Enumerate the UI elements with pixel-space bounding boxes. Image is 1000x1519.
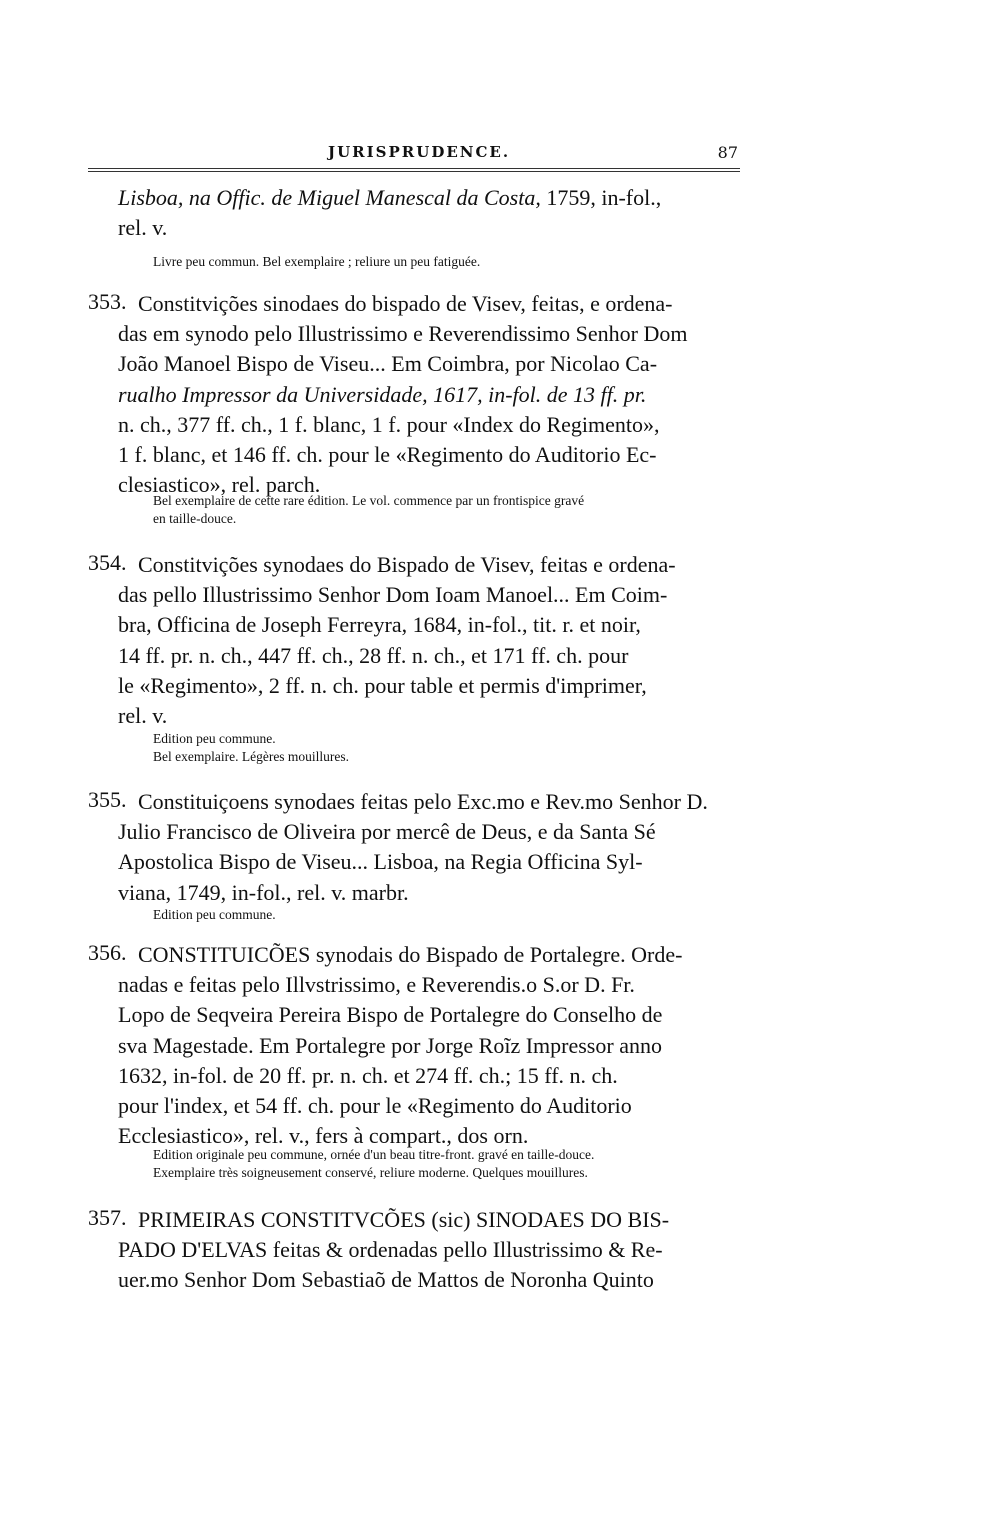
note-line: Edition originale peu commune, ornée d'un beau titre-front. gravé en taille-douce.: [153, 1147, 595, 1162]
continuation-text: [118, 183, 750, 244]
entry-line: rel. v.: [118, 703, 168, 729]
entry-number: 355.: [88, 787, 127, 812]
entry-line: Lopo de Seqveira Pereira Bispo de Portalegre do Conselho de: [118, 1002, 663, 1028]
entry-line: clesiastico», rel. parch.: [118, 472, 321, 498]
entry-line: Apostolica Bispo de Viseu... Lisboa, na Regia Officina Syl-: [118, 849, 643, 875]
note-line: en taille-douce.: [153, 511, 237, 526]
continuation-binding: rel. v.: [118, 215, 168, 241]
entry-line: CONSTITUICÕES synodais do Bispado de Portalegre. Orde-: [138, 942, 683, 967]
entry-353-text-cont: [118, 319, 750, 501]
entry-line: 14 ff. pr. n. ch., 447 ff. ch., 28 ff. n. ch., et 171 ff. ch. pour: [118, 642, 629, 668]
entry-357-text: [138, 1205, 750, 1235]
note-line: Edition peu commune.: [153, 907, 276, 922]
entry-357-text-cont: [118, 1235, 750, 1296]
entry-line: sva Magestade. Em Portalegre por Jorge Roĩz Impressor anno: [118, 1032, 662, 1058]
entry-354-text: [138, 550, 750, 580]
continuation-format: 1759, in-fol.,: [546, 185, 662, 210]
header-rule: [88, 168, 740, 172]
running-title: JURISPRUDENCE.: [328, 143, 511, 161]
entry-356-text-cont: [118, 970, 750, 1152]
entry-353-notes: [153, 492, 750, 528]
note-line: Edition peu commune.: [153, 731, 276, 746]
entry-line: João Manoel Bispo de Viseu... Em Coimbra, por Nicolao Ca-: [118, 351, 658, 377]
note-line: Bel exemplaire. Légères mouillures.: [153, 749, 350, 764]
entry-355-notes: [153, 906, 750, 924]
entry-line: nadas e feitas pelo Illvstrissimo, e Reverendis.o S.or D. Fr.: [118, 972, 635, 997]
entry-line: PADO D'ELVAS feitas & ordenadas pello Illustrissimo & Re-: [118, 1237, 663, 1262]
continuation-note: Livre peu commun. Bel exemplaire ; reliure un peu fatiguée.: [153, 254, 481, 269]
entry-355-text-cont: [118, 817, 750, 908]
entry-line: le «Regimento», 2 ff. n. ch. pour table et permis d'imprimer,: [118, 672, 647, 698]
note-line: Exemplaire très soigneusement conservé, reliure moderne. Quelques mouillures.: [153, 1165, 588, 1180]
entry-line: das em synodo pelo Illustrissimo e Reverendissimo Senhor Dom: [118, 321, 688, 346]
entry-354-notes: [153, 730, 750, 766]
entry-number: 356.: [88, 940, 127, 965]
entry-354-text-cont: [118, 580, 750, 731]
entry-line: PRIMEIRAS CONSTITVCÕES (sic) SINODAES DO BIS-: [138, 1207, 670, 1232]
continuation-imprint: Lisboa, na Offic. de Miguel Manescal da Costa,: [118, 185, 541, 210]
entry-line: rualho Impressor da Universidade, 1617, in-fol. de 13 ff. pr.: [118, 381, 647, 407]
entry-number: 354.: [88, 550, 127, 575]
page-number: 87: [717, 143, 738, 162]
entry-line: Constitvições sinodaes do bispado de Visev, feitas, e ordena-: [138, 291, 673, 316]
entry-line: viana, 1749, in-fol., rel. v. marbr.: [118, 879, 409, 905]
entry-number: 353.: [88, 289, 127, 314]
entry-356-text: [138, 940, 750, 970]
entry-line: uer.mo Senhor Dom Sebastiaõ de Mattos de Noronha Quinto: [118, 1267, 654, 1293]
entry-line: Constituiçoens synodaes feitas pelo Exc.mo e Rev.mo Senhor D.: [138, 789, 708, 814]
entry-line: Constitvições synodaes do Bispado de Visev, feitas e ordena-: [138, 552, 676, 577]
entry-number: 357.: [88, 1205, 127, 1230]
note-line: Bel exemplaire de cette rare édition. Le vol. commence par un frontispice gravé: [153, 493, 585, 508]
entry-356-notes: [153, 1146, 750, 1182]
entry-line: das pello Illustrissimo Senhor Dom Ioam Manoel... Em Coim-: [118, 582, 668, 607]
entry-355-text: [138, 787, 750, 817]
entry-line: bra, Officina de Joseph Ferreyra, 1684, in-fol., tit. r. et noir,: [118, 612, 641, 638]
entry-353-text: [138, 289, 750, 319]
entry-line: n. ch., 377 ff. ch., 1 f. blanc, 1 f. pour «Index do Regimento»,: [118, 411, 660, 437]
entry-line: Ecclesiastico», rel. v., fers à compart., dos orn.: [118, 1123, 529, 1149]
entry-line: pour l'index, et 54 ff. ch. pour le «Regimento do Auditorio: [118, 1093, 632, 1119]
entry-line: Julio Francisco de Oliveira por mercê de Deus, e da Santa Sé: [118, 819, 656, 844]
entry-line: 1632, in-fol. de 20 ff. pr. n. ch. et 274 ff. ch.; 15 ff. n. ch.: [118, 1062, 618, 1088]
entry-line: 1 f. blanc, et 146 ff. ch. pour le «Regimento do Auditorio Ec-: [118, 442, 657, 468]
